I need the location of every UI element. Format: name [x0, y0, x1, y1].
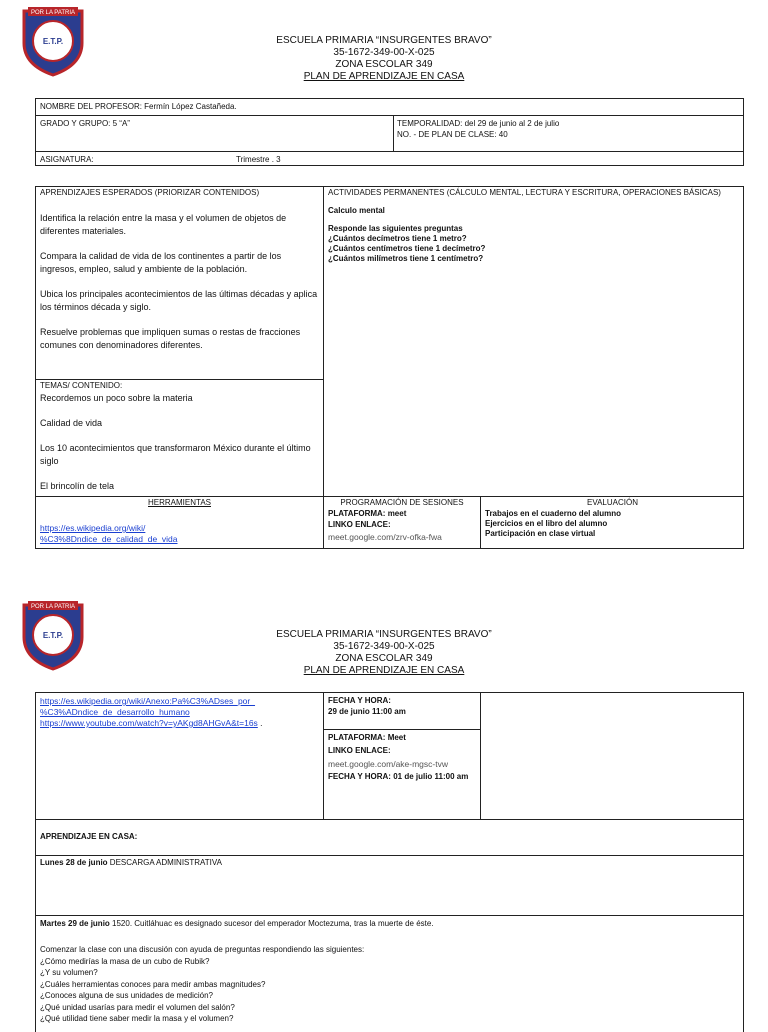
logo-initials: E.T.P. [42, 631, 64, 640]
question: ¿Qué unidad usarías para medir el volumen del salón? [40, 1002, 235, 1012]
topic-item: Los 10 acontecimientos que transformaron México durante el último siglo [40, 443, 311, 466]
topic-item: Recordemos un poco sobre la materia [40, 393, 193, 403]
page2-links[interactable] [40, 696, 263, 729]
question: ¿Conoces alguna de sus unidades de medición? [40, 991, 214, 1000]
permanent-line: ¿Cuántos milímetros tiene 1 centímetro? [328, 254, 484, 263]
monday-text: DESCARGA ADMINISTRATIVA [107, 858, 222, 867]
plan-number: NO. - DE PLAN DE CLASE: 40 [397, 130, 508, 139]
expected-heading: APRENDIZAJES ESPERADOS (PRIORIZAR CONTENIDOS) [40, 188, 260, 197]
school-code: 35-1672-349-00-X-025 [333, 641, 435, 652]
expected-item: Resuelve problemas que impliquen sumas o restas de fracciones comunes con denominadores diferentes. [40, 327, 301, 350]
school-zone: ZONA ESCOLAR 349 [335, 59, 433, 70]
grade-group: GRADO Y GRUPO: 5 “A” [40, 119, 130, 128]
trimester: Trimestre . 3 [236, 155, 281, 164]
sessions-link[interactable]: meet.google.com/zrv-ofka-fwa [328, 532, 442, 542]
school-name: ESCUELA PRIMARIA “INSURGENTES BRAVO” [276, 35, 492, 46]
permanent-heading: ACTIVIDADES PERMANENTES (CÁLCULO MENTAL, LECTURA Y ESCRITURA, OPERACIONES BÁSICAS) [328, 188, 721, 197]
topic-item: El brincolín de tela [40, 481, 115, 491]
sessions-link-label: LINKO ENLACE: [328, 520, 391, 529]
permanent-line: Responde las siguientes preguntas [328, 224, 463, 233]
header [0, 629, 768, 677]
expected-list [40, 212, 318, 352]
tools-link-line[interactable]: https://es.wikipedia.org/wiki/ [40, 523, 146, 533]
evaluation-item: Participación en clase virtual [485, 529, 596, 538]
logo-banner: POR LA PATRIA [30, 10, 76, 16]
teacher-name: NOMBRE DEL PROFESOR: Fermín López Castañeda. [40, 102, 237, 111]
expected-item: Identifica la relación entre la masa y el volumen de objetos de diferentes materiales. [40, 213, 287, 236]
topics-list [40, 392, 318, 493]
evaluation-item: Trabajos en el cuaderno del alumno [485, 509, 622, 518]
permanent-subheading: Calculo mental [328, 206, 385, 215]
question: ¿Cómo medirías la masa de un cubo de Rubik? [40, 956, 210, 966]
logo-banner: POR LA PATRIA [30, 604, 76, 610]
question: ¿Y su volumen? [40, 968, 98, 977]
school-name: ESCUELA PRIMARIA “INSURGENTES BRAVO” [276, 629, 492, 640]
question: ¿Cuáles herramientas conoces para medir ambas magnitudes? [40, 979, 266, 989]
monday-date: Lunes 28 de junio [40, 858, 108, 867]
expected-item: Ubica los principales acontecimientos de las últimas décadas y aplica los términos década y siglo. [40, 289, 318, 312]
hdi-link[interactable]: https://es.wikipedia.org/wiki/Anexo:Pa%C3%ADses_por_ [40, 696, 255, 706]
tools-link-line[interactable]: %C3%8Dndice_de_calidad_de_vida [40, 534, 178, 544]
discussion-intro: Comenzar la clase con una discusión con ayuda de preguntas respondiendo las siguientes: [40, 945, 365, 954]
permanent-line: ¿Cuántos centímetros tiene 1 decímetro? [328, 244, 486, 253]
date2: FECHA Y HORA: 01 de julio 11:00 am [328, 772, 469, 781]
sessions-platform: PLATAFORMA: meet [328, 509, 407, 518]
topics-heading: TEMAS/ CONTENIDO: [40, 381, 123, 390]
sessions-heading: PROGRAMACIÓN DE SESIONES [340, 498, 464, 507]
page2-link-label: LINKO ENLACE: [328, 746, 391, 755]
page2-meet-link[interactable]: meet.google.com/ake-mgsc-tvw [328, 759, 448, 769]
class-discussion [40, 944, 364, 1025]
plan-title: PLAN DE APRENDIZAJE EN CASA [303, 665, 465, 676]
hdi-link[interactable]: %C3%ADndice_de_desarrollo_humano [40, 707, 190, 717]
topic-item: Calidad de vida [40, 418, 103, 428]
tools-link[interactable] [40, 523, 178, 545]
school-zone: ZONA ESCOLAR 349 [335, 653, 433, 664]
home-learning-heading: APRENDIZAJE EN CASA: [40, 832, 138, 841]
tuesday-date: Martes 29 de junio [40, 919, 110, 928]
evaluation-list [485, 509, 621, 539]
question: ¿Qué utilidad tiene saber medir la masa y el volumen? [40, 1014, 234, 1023]
date1: 29 de junio 11:00 am [328, 707, 406, 716]
evaluation-item: Ejercicios en el libro del alumno [485, 519, 608, 528]
tools-heading: HERRAMIENTAS [148, 498, 211, 507]
permanent-line: ¿Cuántos decímetros tiene 1 metro? [328, 234, 467, 243]
period: TEMPORALIDAD: del 29 de junio al 2 de julio [397, 119, 560, 128]
logo-initials: E.T.P. [42, 37, 64, 46]
plan-title: PLAN DE APRENDIZAJE EN CASA [303, 71, 465, 82]
youtube-link-suffix: . [257, 718, 263, 728]
page2-platform: PLATAFORMA: Meet [328, 733, 406, 742]
subject-label: ASIGNATURA: [40, 155, 94, 164]
monday-entry [40, 858, 222, 868]
date1-label: FECHA Y HORA: [328, 696, 391, 705]
youtube-link[interactable]: https://www.youtube.com/watch?v=yAKgd8AHGvA&t=16s [40, 718, 258, 728]
tuesday-text: 1520. Cuitláhuac es designado sucesor del emperador Moctezuma, tras la muerte de éste. [109, 919, 434, 928]
evaluation-heading: EVALUACIÓN [587, 498, 638, 507]
permanent-lines [328, 224, 485, 264]
header [0, 35, 768, 83]
expected-item: Compara la calidad de vida de los continentes a partir de los ingresos, empleo, salud y ambiente de la población. [40, 251, 282, 274]
school-code: 35-1672-349-00-X-025 [333, 47, 435, 58]
tuesday-entry [40, 919, 434, 929]
